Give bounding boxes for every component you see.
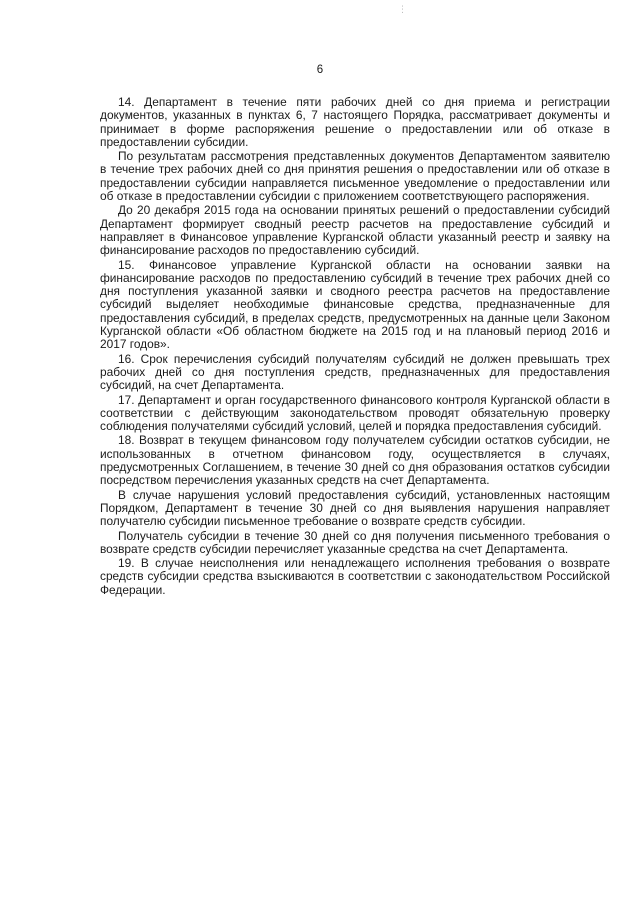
paragraph-14-registry: До 20 декабря 2015 года на основании принятых решений о предоставлении субсидий Департамент формирует сводный реестр расчетов на предоставление субсидий и направляет в Финансовое управление Курганской области указанный реестр и заявку на финансирование расходов по предоставлению субсидий. bbox=[100, 203, 610, 258]
document-body bbox=[100, 96, 610, 598]
paragraph-14-notification: По результатам рассмотрения представленных документов Департаментом заявителю в течение трех рабочих дней со дня принятия решения о предоставлении или об отказе в предоставлении субсидии направляется письменное уведомление о предоставлении или об отказе в предоставлении субсидии с приложением соответствующего распоряжения. bbox=[100, 149, 610, 204]
paragraph-18-violation: В случае нарушения условий предоставления субсидий, установленных настоящим Порядком, Департамент в течение 30 дней со дня выявления нарушения направляет получателю субсидии письменное требование о возврате средств субсидии. bbox=[100, 487, 610, 529]
paragraph-14: 14. Департамент в течение пяти рабочих дней со дня приема и регистрации документов, указанных в пунктах 6, 7 настоящего Порядка, рассматривает документы и принимает в форме распоряжения решение о предоставлении или об отказе в предоставлении субсидии. bbox=[100, 95, 610, 149]
paragraph-17: 17. Департамент и орган государственного финансового контроля Курганской области в соответствии с действующим законодательством проводят обязательную проверку соблюдения получателями субсидий условий, целей и порядка предоставления субсидий. bbox=[100, 392, 610, 434]
page-number: 6 bbox=[316, 64, 324, 76]
scan-mark: ⋮ bbox=[398, 4, 407, 14]
paragraph-18: 18. Возврат в текущем финансовом году получателем субсидии остатков субсидии, не использованных в отчетном финансовом году, осуществляется в случаях, предусмотренных Соглашением, в течение 30 дней со дня образования остатков субсидии посредством перечисления указанных средств на счет Департамента. bbox=[100, 433, 610, 488]
paragraph-15: 15. Финансовое управление Курганской области на основании заявки на финансирование расходов по предоставлению субсидий в течение трех рабочих дней со дня поступления указанной заявки и сводного реестра расчетов на предоставление субсидий выделяет необходимые финансовые средства, предназначенные для предоставления субсидий, в пределах средств, предусмотренных на данные цели Законом Курганской области «Об областном бюджете на 2015 год и на плановый период 2016 и 2017 годов». bbox=[100, 257, 610, 352]
paragraph-19: 19. В случае неисполнения или ненадлежащего исполнения требования о возврате средств субсидии средства взыскиваются в соответствии с законодательством Российской Федерации. bbox=[100, 556, 610, 597]
paragraph-16: 16. Срок перечисления субсидий получателям субсидий не должен превышать трех рабочих дней со дня поступления средств, предназначенных для предоставления субсидий, на счет Департамента. bbox=[100, 351, 610, 393]
paragraph-18-repayment: Получатель субсидии в течение 30 дней со дня получения письменного требования о возврате средств субсидии перечисляет указанные средства на счет Департамента. bbox=[100, 528, 610, 556]
